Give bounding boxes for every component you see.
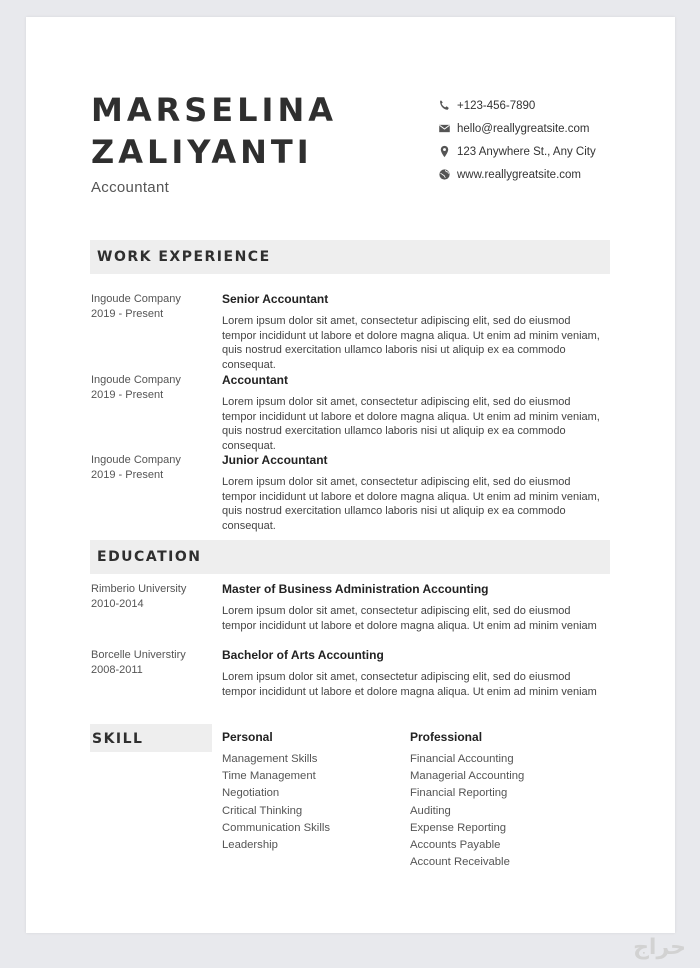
- personal-skills-heading: Personal: [222, 730, 273, 744]
- skill-item: Expense Reporting: [410, 821, 507, 834]
- work-description: Lorem ipsum dolor sit amet, consectetur adipiscing elit, sed do eiusmod tempor incididunt ut labore et dolore magna aliqua. Ut enim ad minim veniam, quis nostrud exercitation ullamco laboris nisi ut aliquip ex ea commodo consequat.: [222, 396, 600, 452]
- skill-title: SKILL: [92, 731, 144, 747]
- professional-skills-heading: Professional: [410, 730, 483, 744]
- contact-phone: [438, 94, 596, 117]
- education-school: Borcelle Universtiry: [91, 649, 186, 661]
- name-last: ZALIYANTI: [91, 133, 313, 171]
- skill-item: Negotiation: [222, 787, 280, 800]
- work-company: Ingoude Company: [91, 454, 181, 466]
- work-period: 2019 - Present: [91, 307, 164, 320]
- skill-item: Time Management: [222, 770, 316, 783]
- skill-item: Financial Reporting: [410, 787, 508, 800]
- personal-skills: [222, 730, 330, 854]
- globe-icon: [438, 168, 451, 181]
- website-text: www.reallygreatsite.com: [457, 168, 581, 181]
- watermark-logo: حراج: [633, 935, 686, 960]
- work-title: Accountant: [222, 373, 288, 387]
- contact-address: [438, 140, 596, 163]
- location-pin-icon: [438, 145, 451, 158]
- education-period: 2008-2011: [91, 663, 143, 676]
- education-period: 2010-2014: [91, 597, 144, 610]
- education-degree: Master of Business Administration Accounting: [222, 582, 489, 596]
- skill-heading: [90, 724, 212, 752]
- skill-item: Leadership: [222, 839, 278, 852]
- email-text: hello@reallygreatsite.com: [457, 122, 590, 135]
- professional-skills: [410, 730, 524, 871]
- work-company: Ingoude Company: [91, 293, 181, 305]
- contact-website: [438, 163, 596, 186]
- skill-item: Auditing: [410, 804, 451, 817]
- skill-item: Communication Skills: [222, 821, 330, 834]
- skill-item: Critical Thinking: [222, 804, 303, 817]
- address-text: 123 Anywhere St., Any City: [457, 145, 596, 158]
- skill-item: Managerial Accounting: [410, 770, 525, 783]
- work-description: Lorem ipsum dolor sit amet, consectetur adipiscing elit, sed do eiusmod tempor incididunt ut labore et dolore magna aliqua. Ut enim ad minim veniam, quis nostrud exercitation ullamco laboris nisi ut aliquip ex ea commodo consequat.: [222, 315, 600, 371]
- work-experience-title: WORK EXPERIENCE: [97, 249, 271, 265]
- work-experience-heading: [90, 240, 610, 274]
- skill-item: Financial Accounting: [410, 753, 514, 765]
- education-school: Rimberio University: [91, 583, 187, 595]
- work-period: 2019 - Present: [91, 468, 164, 481]
- phone-icon: [438, 99, 451, 112]
- work-description: Lorem ipsum dolor sit amet, consectetur adipiscing elit, sed do eiusmod tempor incididunt ut labore et dolore magna aliqua. Ut enim ad minim veniam, quis nostrud exercitation ullamco laboris nisi ut aliquip ex ea commodo consequat.: [222, 476, 600, 532]
- skill-item: Management Skills: [222, 753, 318, 765]
- candidate-name: [91, 89, 337, 173]
- education-heading: [90, 540, 610, 574]
- work-title: Senior Accountant: [222, 292, 329, 306]
- education-description: Lorem ipsum dolor sit amet, consectetur adipiscing elit, sed do eiusmod tempor incididunt ut labore et dolore magna aliqua. Ut enim ad minim veniam: [222, 605, 597, 632]
- work-company: Ingoude Company: [91, 374, 181, 386]
- skill-item: Account Receivable: [410, 856, 510, 869]
- contact-block: [438, 94, 596, 186]
- phone-text: +123-456-7890: [457, 99, 536, 112]
- education-degree: Bachelor of Arts Accounting: [222, 648, 384, 662]
- resume-page: [26, 17, 675, 933]
- name-first: MARSELINA: [91, 91, 337, 129]
- education-title: EDUCATION: [97, 549, 202, 565]
- education-description: Lorem ipsum dolor sit amet, consectetur adipiscing elit, sed do eiusmod tempor incididunt ut labore et dolore magna aliqua. Ut enim ad minim veniam: [222, 671, 597, 698]
- work-title: Junior Accountant: [222, 453, 328, 467]
- job-role: Accountant: [91, 179, 170, 196]
- email-icon: [438, 122, 451, 135]
- work-period: 2019 - Present: [91, 388, 164, 401]
- skill-item: Accounts Payable: [410, 839, 501, 852]
- contact-email: [438, 117, 596, 140]
